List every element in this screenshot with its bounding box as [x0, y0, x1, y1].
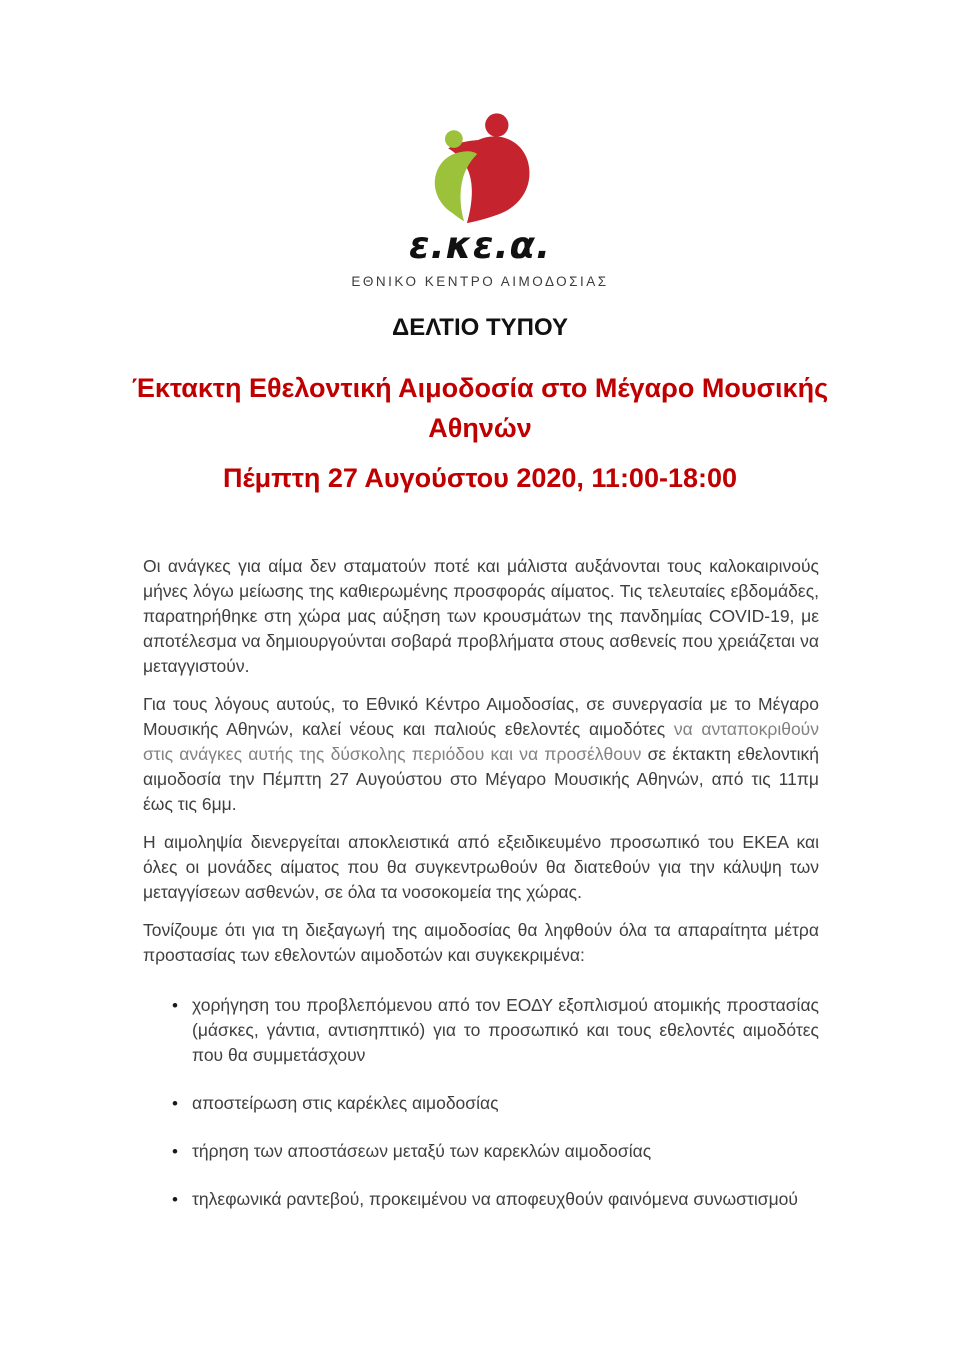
logo-abbrev-text: ε.κε.α. — [408, 224, 552, 267]
paragraph-3: Η αιμοληψία διενεργείται αποκλειστικά από εξειδικευμένο προσωπικό του ΕΚΕΑ και όλες οι μονάδες αίματος που θα συγκεντρωθούν θα διατεθούν για την κάλυψη των μεταγγίσεων ασθενών, σε όλα τα νοσοκομεία της χώρας. — [143, 832, 819, 902]
logo-org-name: ΕΘΝΙΚΟ ΚΕΝΤΡΟ ΑΙΜΟΔΟΣΙΑΣ — [351, 274, 609, 289]
document-title-line2: Αθηνών — [428, 413, 532, 443]
logo-block — [0, 0, 960, 289]
bullet-icon: • — [172, 1142, 178, 1161]
bullet-icon: • — [172, 996, 178, 1015]
bullet-text: τήρηση των αποστάσεων μεταξύ των καρεκλών αιμοδοσίας — [192, 1141, 652, 1161]
list-item — [143, 1139, 819, 1164]
paragraph-2-part1: Για τους λόγους αυτούς, το Εθνικό Κέντρο Αιμοδοσίας, σε συνεργασία με το Μέγαρο Μουσικής Αθηνών, καλεί νέους και παλιούς εθελοντές αιμοδότες — [143, 694, 819, 739]
paragraph-1: Οι ανάγκες για αίμα δεν σταματούν ποτέ και μάλιστα αυξάνονται τους καλοκαιρινούς μήνες λόγω μείωσης της καθιερωμένης προσφοράς αίματος. Τις τελευταίες εβδομάδες, παρατηρήθηκε στη χώρα μας αύξηση των κρουσμάτων της πανδημίας COVID-19, με αποτέλεσμα να δημιουργούνται σοβαρά προβλήματα στους ασθενείς που χρειάζεται να μεταγγιστούν. — [143, 556, 819, 676]
press-release-kicker: ΔΕΛΤΙΟ ΤΥΠΟΥ — [392, 314, 568, 341]
paragraph-2-part3: σε έκτακτη εθελοντική αιμοδοσία την Πέμπτη 27 Αυγούστου στο Μέγαρο Μουσικής Αθηνών, από τις 11πμ έως τις 6μμ. — [143, 744, 819, 814]
paragraph-2 — [143, 692, 819, 817]
paragraph-4: Τονίζουμε ότι για τη διεξαγωγή της αιμοδοσίας θα ληφθούν όλα τα απαραίτητα μέτρα προστασίας των εθελοντών αιμοδοτών και συγκεκριμένα: — [143, 920, 819, 965]
document-title — [130, 368, 830, 448]
paragraph-2-gray-span: να ανταποκριθούν στις ανάγκες αυτής της δύσκολης περιόδου και να προσέλθουν — [143, 719, 819, 764]
bullet-text: χορήγηση του προβλεπόμενου από τον ΕΟΔΥ εξοπλισμού ατομικής προστασίας (μάσκες, γάντια, αντισηπτικό) για το προσωπικό και τους εθελοντές αιμοδότες που θα συμμετάσχουν — [192, 995, 819, 1065]
ekea-heart-figures-icon — [424, 112, 536, 224]
bullet-text: αποστείρωση στις καρέκλες αιμοδοσίας — [192, 1093, 499, 1113]
list-item — [143, 1187, 819, 1212]
list-item — [143, 1091, 819, 1116]
bullet-text: τηλεφωνικά ραντεβού, προκειμένου να αποφευχθούν φαινόμενα συνωστισμού — [192, 1189, 798, 1209]
document-title-line1: Έκτακτη Εθελοντική Αιμοδοσία στο Μέγαρο Μουσικής — [131, 373, 829, 403]
list-item — [143, 993, 819, 1068]
document-subtitle: Πέμπτη 27 Αυγούστου 2020, 11:00-18:00 — [222, 463, 738, 493]
safety-measures-list — [143, 993, 819, 1212]
bullet-icon: • — [172, 1190, 178, 1209]
bullet-icon: • — [172, 1094, 178, 1113]
document-body — [143, 554, 819, 1212]
